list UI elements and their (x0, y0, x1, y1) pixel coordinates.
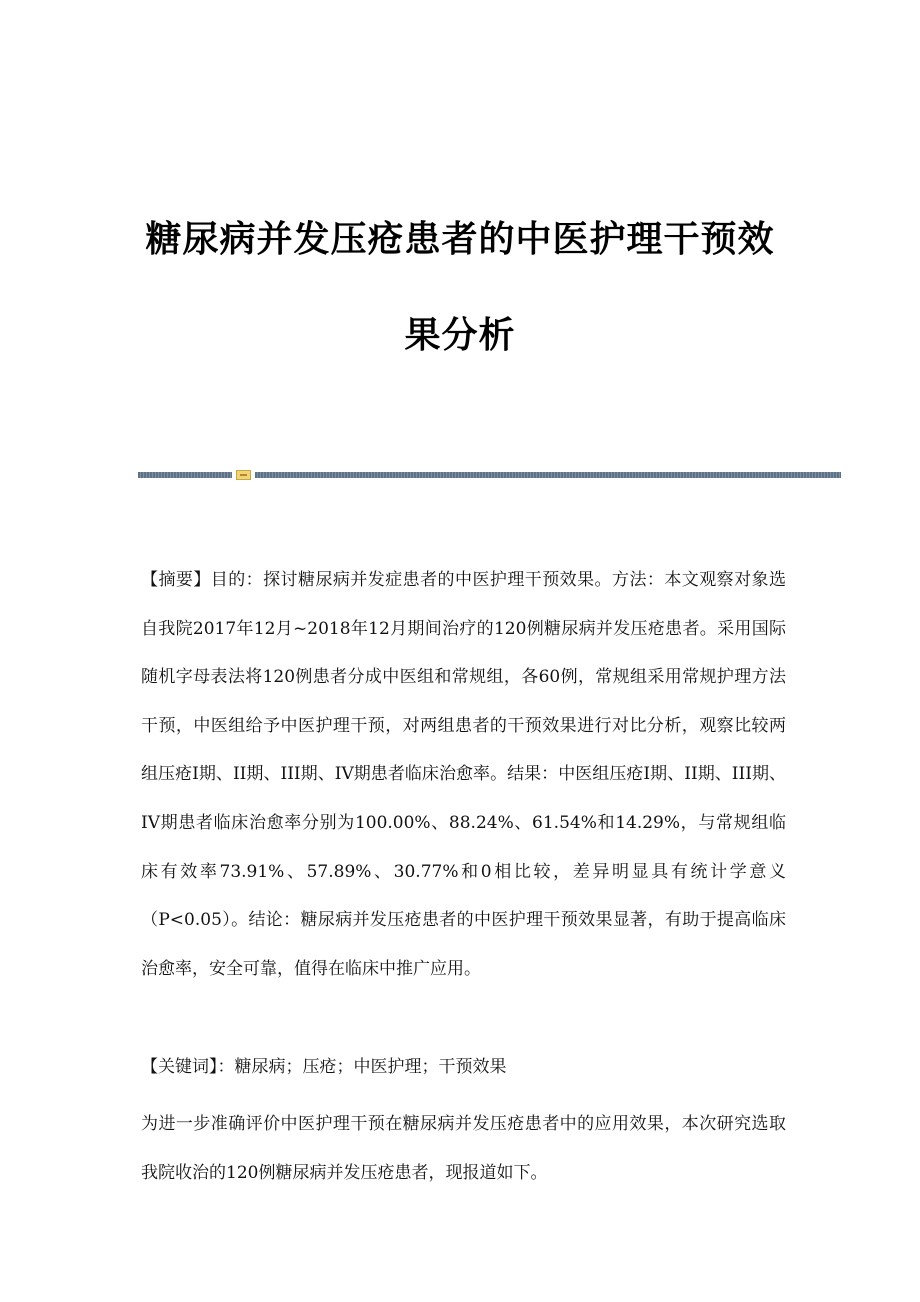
section-divider (138, 470, 841, 480)
abstract-label: 【摘要】 (141, 570, 211, 590)
page-title-line-1: 糖尿病并发压疮患者的中医护理干预效 (145, 219, 775, 260)
divider-bar-left (138, 472, 232, 478)
divider-ornament-icon (236, 470, 251, 480)
intro-paragraph (141, 1100, 786, 1197)
divider-bar-right (255, 472, 841, 478)
keywords-text: ：糖尿病；压疮；中医护理；干预效果 (217, 1057, 507, 1077)
page-title-line-2: 果分析 (404, 315, 516, 356)
keywords-paragraph (141, 1043, 786, 1092)
intro-text: 为进一步准确评价中医护理干预在糖尿病并发压疮患者中的应用效果，本次研究选取我院收治的120例糖尿病并发压疮患者，现报道如下。 (141, 1114, 786, 1183)
keywords-label: 【关键词】 (141, 1057, 218, 1077)
abstract-paragraph (141, 556, 786, 993)
abstract-text: 目的：探讨糖尿病并发症患者的中医护理干预效果。方法：本文观察对象选自我院2017年12月~2018年12月期间治疗的120例糖尿病并发压疮患者。采用国际随机字母表法将120例患者分成中医组和常规组，各60例，常规组采用常规护理方法干预，中医组给予中医护理干预，对两组患者的干预效果进行对比分析，观察比较两组压疮Ⅰ期、II期、III期、IV期患者临床治愈率。结果：中医组压疮Ⅰ期、II期、III期、IV期患者临床治愈率分别为100.00%、88.24%、61.54%和14.29%，与常规组临床有效率73.91%、57.89%、30.77%和0相比较，差异明显具有统计学意义（P<0.05）。结论：糖尿病并发压疮患者的中医护理干预效果显著，有助于提高临床治愈率，安全可靠，值得在临床中推广应用。 (141, 570, 787, 979)
